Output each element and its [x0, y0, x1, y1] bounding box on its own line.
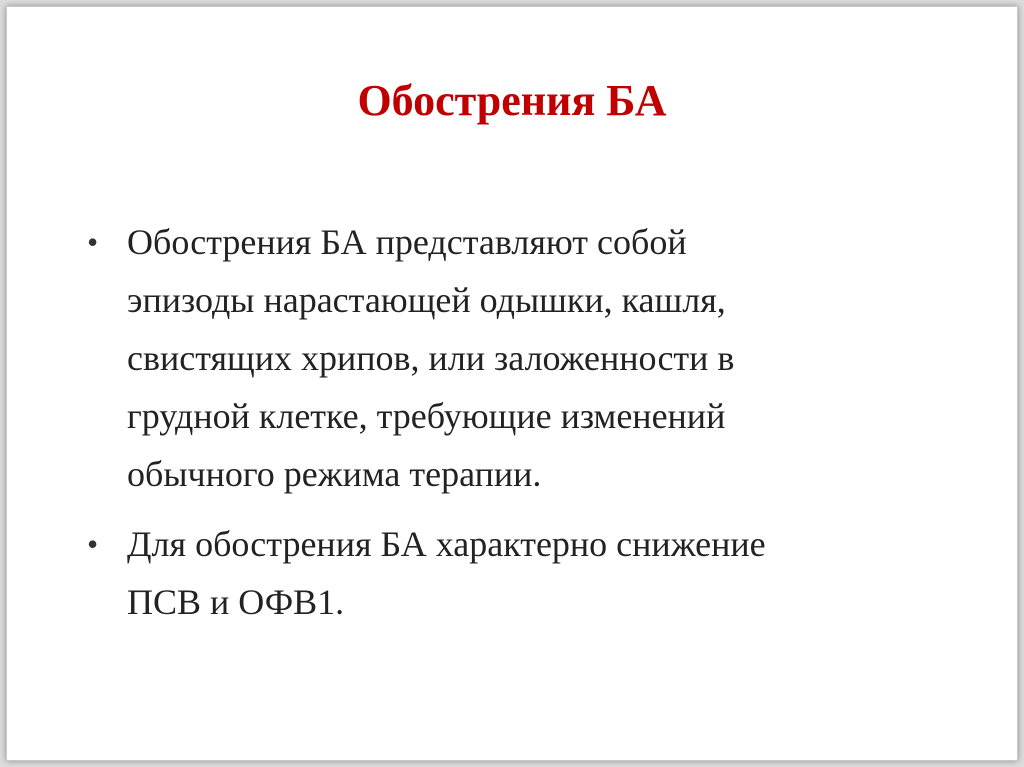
bullet-line: свистящих хрипов, или заложенности в [127, 338, 735, 378]
bullet-line: Для обострения БА характерно снижение [127, 524, 766, 564]
slide [6, 6, 1018, 761]
bullet-list [87, 213, 947, 643]
bullet-item-2 [87, 515, 947, 631]
bullet-line: обычного режима терапии. [127, 454, 542, 494]
bullet-item-1 [87, 213, 947, 503]
bullet-line: грудной клетке, требующие изменений [127, 396, 726, 436]
slide-title: Обострения БА [357, 76, 667, 125]
bullet-line: эпизоды нарастающей одышки, кашля, [127, 280, 726, 320]
bullet-line: Обострения БА представляют собой [127, 222, 687, 262]
bullet-marker: • [87, 526, 99, 562]
bullet-marker: • [87, 224, 99, 260]
bullet-line: ПСВ и ОФВ1. [127, 582, 345, 622]
